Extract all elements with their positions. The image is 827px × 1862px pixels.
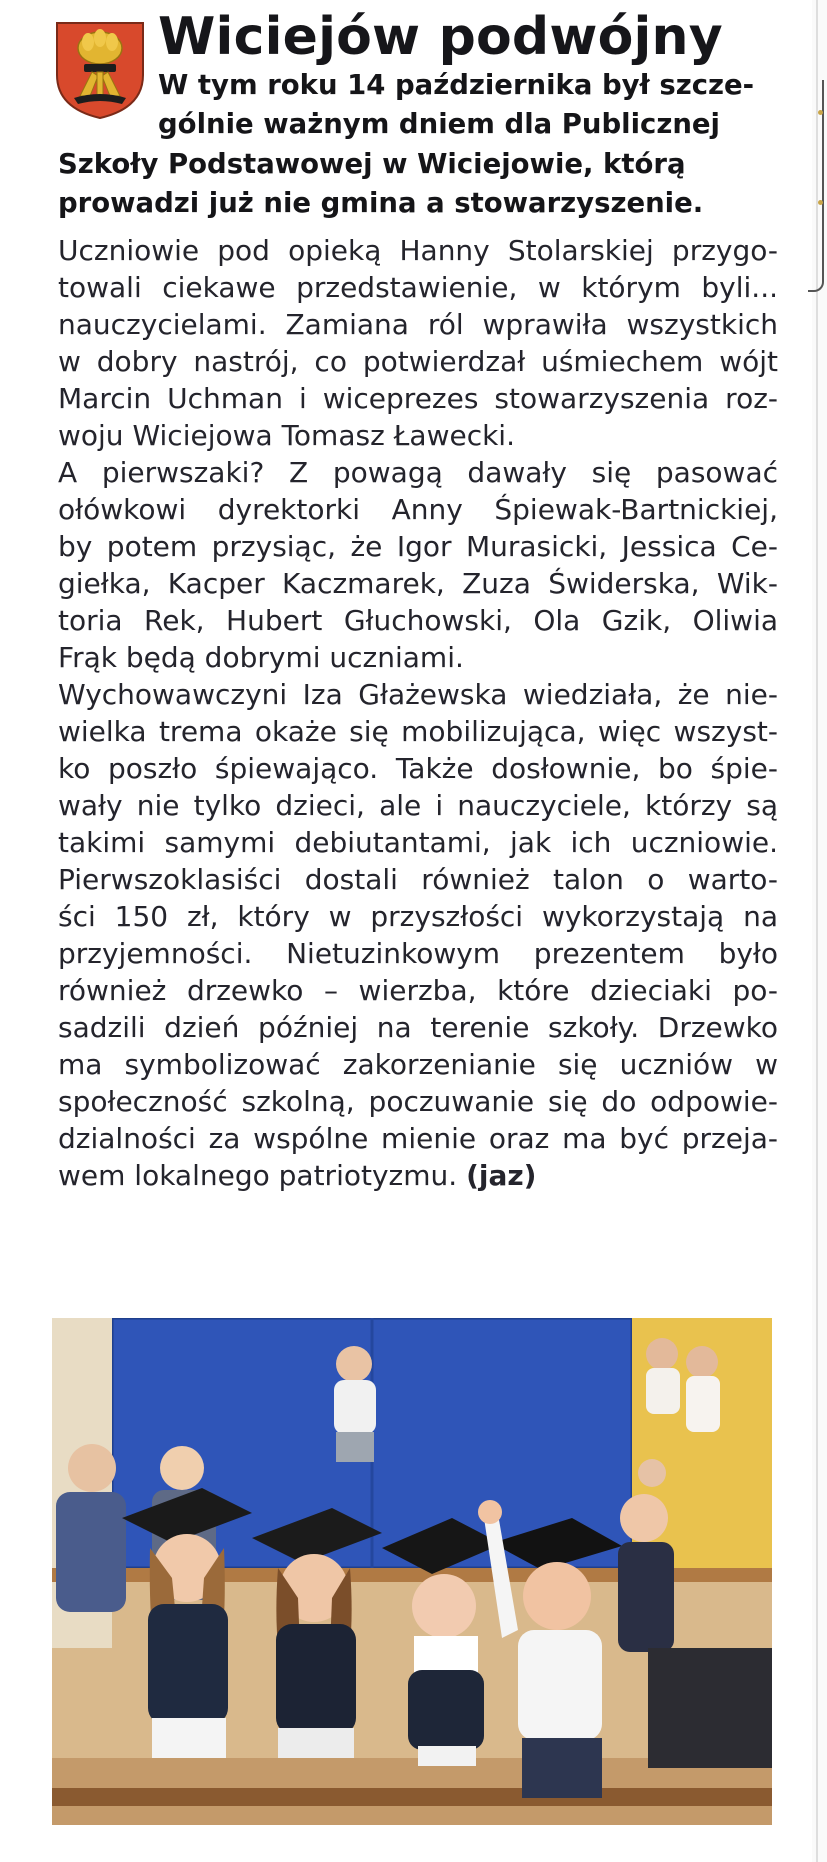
body-line: takimi samymi debiutantami, jak ich uczniowie. [58,826,778,859]
body-line: wały nie tylko dzieci, ale i nauczyciele, którzy są [58,789,778,822]
body-line: Pierwszoklasiści dostali również talon o warto- [58,863,778,896]
body-line: A pierwszaki? Z powagą dawały się pasować [58,456,778,489]
body-line: towali ciekawe przedstawienie, w którym byli... [58,271,778,304]
body-line: dzialności za wspólne mienie oraz ma być przeja- [58,1122,778,1155]
body-line: Frąk będą dobrymi uczniami. [58,641,464,674]
adjacent-column-dot [818,110,823,115]
body-line: by potem przysiąc, że Igor Murasicki, Jessica Ce- [58,530,778,563]
body-line: Marcin Uchman i wiceprezes stowarzyszenia roz- [58,382,778,415]
body-line: nauczycielami. Zamiana ról wprawiła wszystkich [58,308,778,341]
body-line: ści 150 zł, który w przyszłości wykorzystają na [58,900,778,933]
lead-line: gólnie ważnym dniem dla Publicznej [158,108,720,140]
adjacent-column-dot [818,200,823,205]
body-line: społeczność szkolną, poczuwanie się do odpowie- [58,1085,778,1118]
lead-line: W tym roku 14 października był szcze- [158,69,755,101]
body-line: Uczniowie pod opieką Hanny Stolarskiej przygo- [58,234,778,267]
body-line-final [58,1158,778,1194]
final-line-text: wem lokalnego patriotyzmu. [58,1159,458,1192]
body-line: również drzewko – wierzba, które dzieciaki po- [58,974,778,1007]
body-line: toria Rek, Hubert Głuchowski, Ola Gzik, Oliwia [58,604,778,637]
article-title: Wiciejów podwójny [158,7,723,67]
body-line: Wychowawczyni Iza Głażewska wiedziała, że nie- [58,678,778,711]
body-line: giełka, Kacper Kaczmarek, Zuza Świderska, Wik- [58,567,778,600]
body-line: ma symbolizować zakorzenianie się uczniów w [58,1048,778,1081]
body-line: wielka trema okaże się mobilizująca, więc wszyst- [58,715,778,748]
body-line: przyjemności. Nietuzinkowym prezentem było [58,937,778,970]
body-line: ołówkowi dyrektorki Anny Śpiewak-Bartnickiej, [58,493,778,526]
lead-line: prowadzi już nie gmina a stowarzyszenie. [58,187,704,219]
author-signature: (jaz) [466,1159,537,1192]
body-line: w dobry nastrój, co potwierdzał uśmiechem wójt [58,345,778,378]
coat-of-arms-icon [54,20,146,120]
lead-line: Szkoły Podstawowej w Wiciejowie, którą [58,148,686,180]
body-line: woju Wiciejowa Tomasz Ławecki. [58,419,515,452]
body-line: sadzili dzień później na terenie szkoły. Drzewko [58,1011,778,1044]
article-photo [52,1318,772,1825]
body-line: ko poszło śpiewająco. Także dosłownie, bo śpie- [58,752,778,785]
